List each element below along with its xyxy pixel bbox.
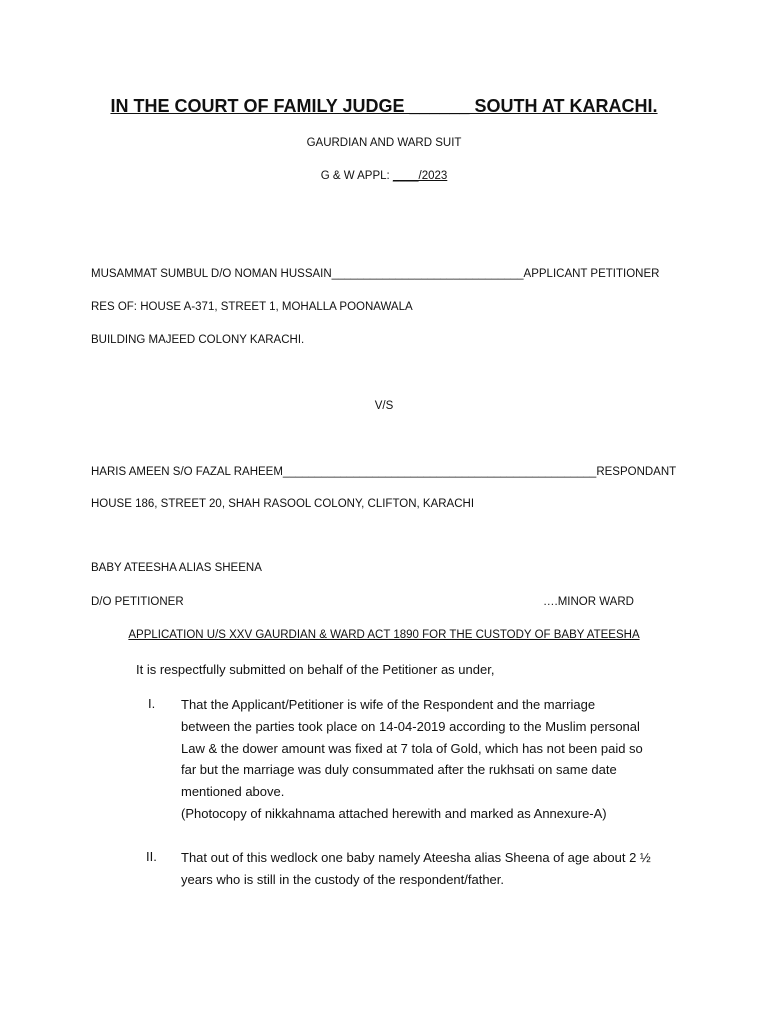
paragraph-line: That out of this wedlock one baby namely Ateesha alias Sheena of age about 2 ½ xyxy=(181,850,651,865)
suit-type: GAURDIAN AND WARD SUIT xyxy=(306,137,462,149)
court-title: IN THE COURT OF FAMILY JUDGE ______ SOUTH AT KARACHI. xyxy=(110,96,658,116)
appl-number: ____/2023 xyxy=(392,170,448,182)
application-heading: APPLICATION U/S XXV GAURDIAN & WARD ACT 1890 FOR THE CUSTODY OF BABY ATEESHA xyxy=(128,629,640,641)
applicant-address-1: RES OF: HOUSE A-371, STREET 1, MOHALLA POONAWALA xyxy=(91,301,413,313)
paragraph-line: years who is still in the custody of the respondent/father. xyxy=(181,871,505,887)
paragraph-numeral: II. xyxy=(146,849,157,864)
appl-prefix: G & W APPL: xyxy=(320,170,393,182)
versus: V/S xyxy=(374,400,394,412)
minor-name: BABY ATEESHA ALIAS SHEENA xyxy=(91,562,262,574)
applicant-address-2: BUILDING MAJEED COLONY KARACHI. xyxy=(91,334,305,346)
paragraph-1 xyxy=(181,694,643,825)
paragraph-line: Law & the dower amount was fixed at 7 tola of Gold, which has not been paid so xyxy=(181,740,643,756)
applicant-line: MUSAMMAT SUMBUL D/O NOMAN HUSSAIN______________________________APPLICANT PETITIONER xyxy=(91,268,660,280)
paragraph-line: That the Applicant/Petitioner is wife of the Respondent and the marriage xyxy=(181,697,596,712)
paragraph-line: mentioned above. xyxy=(181,784,285,800)
paragraph-2 xyxy=(181,847,651,891)
paragraph-line: far but the marriage was duly consummated after the rukhsati on same date xyxy=(181,762,617,778)
paragraph-line: between the parties took place on 14-04-2019 according to the Muslim personal xyxy=(181,718,640,734)
intro-text: It is respectfully submitted on behalf of the Petitioner as under, xyxy=(136,662,495,677)
minor-role: ….MINOR WARD xyxy=(543,596,634,608)
paragraph-line: (Photocopy of nikkahnama attached herewith and marked as Annexure-A) xyxy=(181,805,607,821)
paragraph-numeral: I. xyxy=(148,696,156,711)
minor-relation: D/O PETITIONER xyxy=(91,596,184,608)
respondent-line: HARIS AMEEN S/O FAZAL RAHEEM_________________________________________________RESPONDANT xyxy=(91,466,677,478)
appl-number-line xyxy=(0,170,768,182)
respondent-address: HOUSE 186, STREET 20, SHAH RASOOL COLONY, CLIFTON, KARACHI xyxy=(91,498,475,510)
